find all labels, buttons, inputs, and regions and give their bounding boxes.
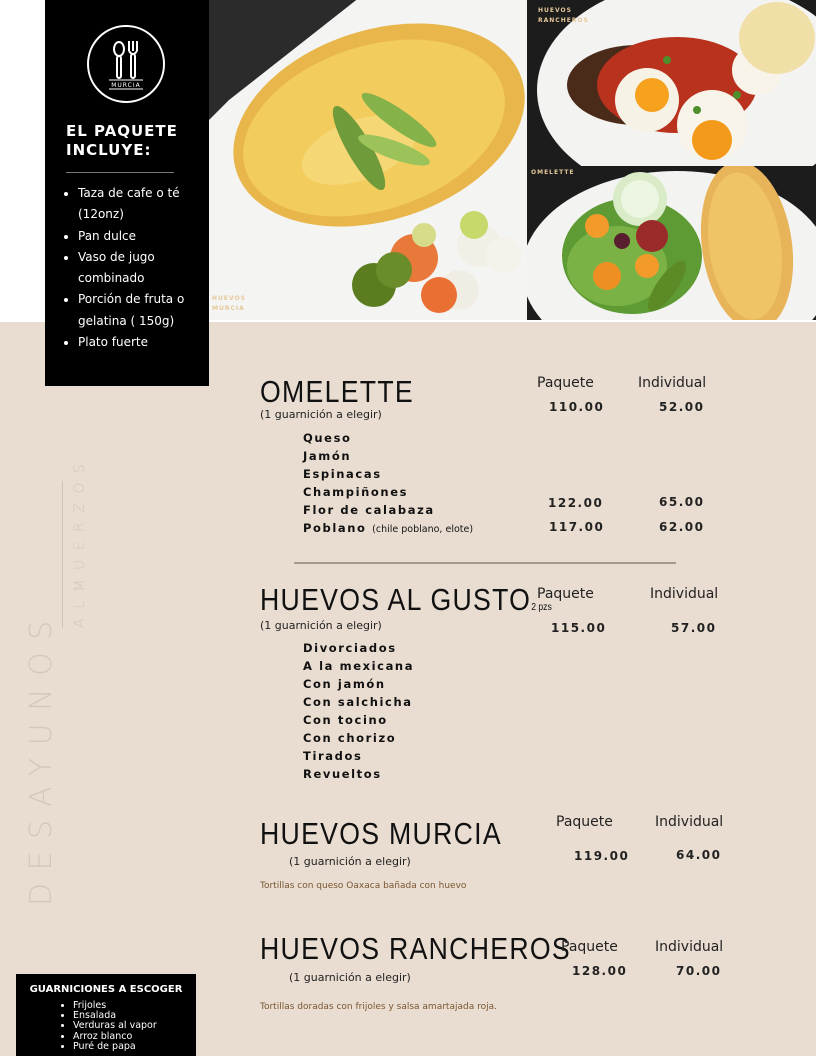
omelette-col-paquete: Paquete <box>537 375 594 391</box>
gusto-subtitle: (1 guarnición a elegir) <box>260 619 382 632</box>
package-divider <box>66 172 174 173</box>
gusto-price-paquete: 115.00 <box>551 621 607 635</box>
murcia-price-paquete: 119.00 <box>574 849 630 863</box>
garnishes-title: GUARNICIONES A ESCOGER <box>29 984 183 995</box>
garnishes-panel <box>16 974 196 1056</box>
garnish-item: • Frijoles <box>73 1001 157 1011</box>
photo-caption-omelette: OMELETTE <box>531 169 575 176</box>
gusto-item: Tirados <box>303 749 363 763</box>
gusto-item: A la mexicana <box>303 659 415 673</box>
rancheros-col-individual: Individual <box>655 939 724 955</box>
photo-huevos-rancheros <box>527 0 816 166</box>
murcia-price-individual: 64.00 <box>676 848 722 862</box>
omelette-subtitle: (1 guarnición a elegir) <box>260 408 382 421</box>
garnish-item: • Puré de papa <box>73 1042 157 1052</box>
poblano-price-individual: 62.00 <box>659 520 705 534</box>
photo-huevos-murcia <box>209 0 527 320</box>
omelette-title: OMELETTE <box>260 374 415 409</box>
gusto-item: Con salchicha <box>303 695 413 709</box>
flor-price-individual: 65.00 <box>659 495 705 509</box>
side-label-almuerzos: ALMUERZOS <box>72 454 88 628</box>
photo-caption-murcia: HUEVOS MURCIA <box>212 295 246 312</box>
poblano-price-paquete: 117.00 <box>549 520 605 534</box>
omelette-item-label: Poblano <box>303 521 367 535</box>
omelette-item-poblano <box>303 521 473 535</box>
gusto-item: Con jamón <box>303 677 386 691</box>
murcia-col-paquete: Paquete <box>556 814 613 830</box>
logo-text: MURCIA <box>111 82 141 89</box>
package-item: • Plato fuerte <box>78 332 220 353</box>
package-item: • Pan dulce <box>78 226 220 247</box>
rancheros-description: Tortillas doradas con frijoles y salsa amartajada roja. <box>260 1002 497 1012</box>
photo-omelette <box>527 166 816 320</box>
package-list <box>63 183 220 353</box>
gusto-item: Divorciados <box>303 641 397 655</box>
garnishes-list <box>59 1001 157 1052</box>
rancheros-price-paquete: 128.00 <box>572 964 628 978</box>
omelette-col-individual: Individual <box>638 375 707 391</box>
gusto-item: Revueltos <box>303 767 382 781</box>
gusto-price-individual: 57.00 <box>671 621 717 635</box>
garnish-item: • Arroz blanco <box>73 1032 157 1042</box>
gusto-item: Con chorizo <box>303 731 397 745</box>
omelette-item: Champiñones <box>303 485 409 499</box>
package-item: • Porción de fruta o gelatina ( 150g) <box>78 289 220 332</box>
gusto-item: Con tocino <box>303 713 388 727</box>
omelette-item: Queso <box>303 431 352 445</box>
rancheros-title: HUEVOS RANCHEROS <box>260 931 571 966</box>
side-label-divider <box>62 481 63 628</box>
section-divider <box>294 562 676 564</box>
omelette-price-paquete: 110.00 <box>549 400 605 414</box>
utensils-icon <box>89 27 163 101</box>
murcia-subtitle: (1 guarnición a elegir) <box>289 855 411 868</box>
omelette-item: Jamón <box>303 449 352 463</box>
murcia-col-individual: Individual <box>655 814 724 830</box>
gusto-title <box>260 582 552 618</box>
garnish-item: • Ensalada <box>73 1011 157 1021</box>
omelette-price-individual: 52.00 <box>659 400 705 414</box>
omelette-item: Espinacas <box>303 467 382 481</box>
gusto-col-individual: Individual <box>650 586 719 602</box>
photo-caption-rancheros: HUEVOS RANCHEROS <box>538 7 589 24</box>
package-panel <box>45 0 209 386</box>
rancheros-price-individual: 70.00 <box>676 964 722 978</box>
gusto-title-text: HUEVOS AL GUSTO <box>260 582 532 617</box>
gusto-pieces: 2 pzs <box>531 602 552 613</box>
package-item: • Vaso de jugo combinado <box>78 247 220 290</box>
package-title: EL PAQUETE INCLUYE: <box>66 122 178 159</box>
package-item: • Taza de cafe o té (12onz) <box>78 183 220 226</box>
flor-price-paquete: 122.00 <box>548 496 604 510</box>
murcia-description: Tortillas con queso Oaxaca bañada con huevo <box>260 881 467 891</box>
garnish-item: • Verduras al vapor <box>73 1021 157 1031</box>
rancheros-col-paquete: Paquete <box>561 939 618 955</box>
murcia-title: HUEVOS MURCIA <box>260 816 502 851</box>
omelette-item: Flor de calabaza <box>303 503 435 517</box>
rancheros-subtitle: (1 guarnición a elegir) <box>289 971 411 984</box>
logo <box>87 25 165 103</box>
omelette-item-note: (chile poblano, elote) <box>372 524 474 535</box>
gusto-col-paquete: Paquete <box>537 586 594 602</box>
side-label-desayunos: DESAYUNOS <box>24 608 59 906</box>
